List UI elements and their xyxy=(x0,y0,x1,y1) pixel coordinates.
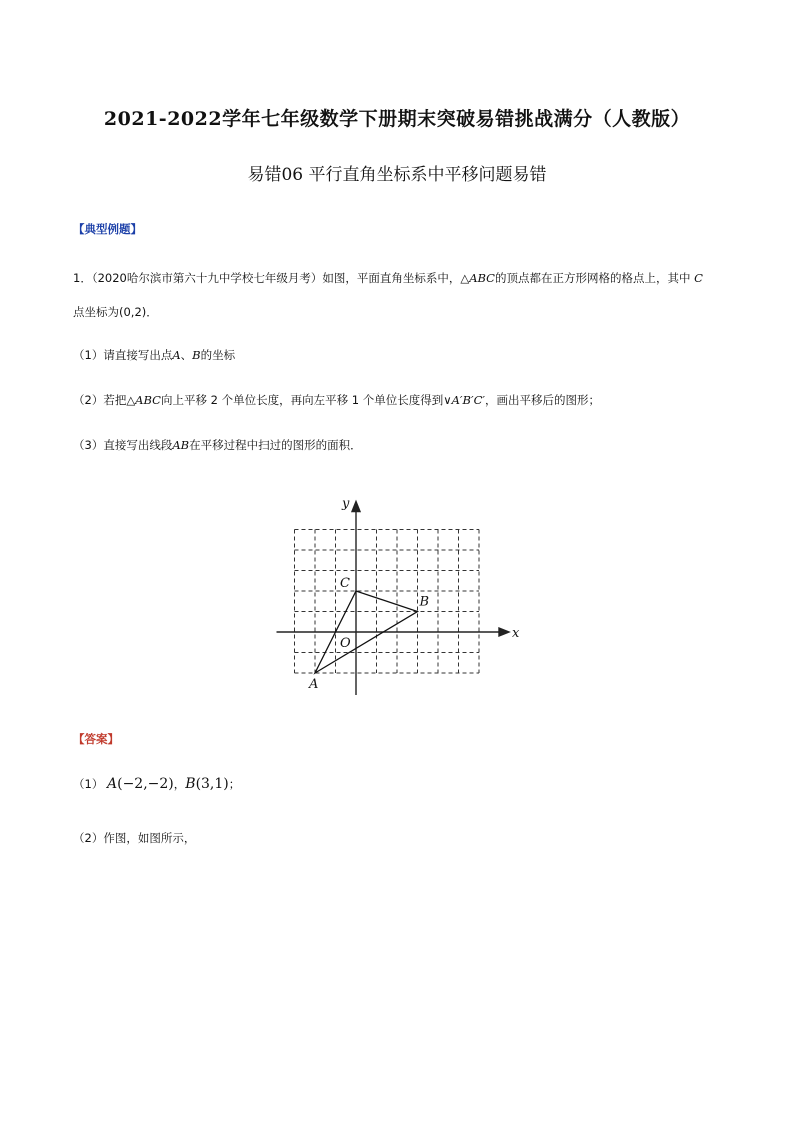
y-axis-label: y xyxy=(342,496,350,512)
question-1-point-b: B xyxy=(192,348,201,362)
problem-intro-text-a: 1．（2020哈尔滨市第六十九中学校七年级月考）如图，平面直角坐标系中，△ xyxy=(73,271,470,285)
answer-1 xyxy=(73,777,240,791)
answer-2: （2）作图，如图所示， xyxy=(73,831,196,845)
origin-label: O xyxy=(340,636,351,651)
point-c-name: C xyxy=(694,271,703,285)
question-2-text-a: （2）若把△ xyxy=(73,393,136,407)
question-2-prime-triangle: A′B′C′ xyxy=(451,393,486,407)
question-1-point-a: A xyxy=(172,348,181,362)
question-2-text-c: ，画出平移后的图形； xyxy=(485,393,601,407)
question-1-sep: 、 xyxy=(180,348,193,362)
answer-1-prefix: （1） xyxy=(73,777,104,791)
document-title: 2021-2022学年七年级数学下册期末突破易错挑战满分（人教版） xyxy=(103,108,691,130)
answer-1-coord-b: (3,1) xyxy=(195,776,229,792)
question-3 xyxy=(73,438,362,452)
x-axis-arrow xyxy=(499,628,509,636)
question-1-text-b: 的坐标 xyxy=(200,348,236,362)
question-2 xyxy=(73,393,600,407)
triangle-abc-name: ABC xyxy=(469,271,495,285)
document-subtitle: 易错06 平行直角坐标系中平移问题易错 xyxy=(247,165,547,185)
question-3-text-a: （3）直接写出线段 xyxy=(73,438,173,452)
answer-1-coord-a: (−2,−2) xyxy=(117,776,174,792)
point-a-label: A xyxy=(309,677,319,692)
question-1-text-a: （1）请直接写出点 xyxy=(73,348,173,362)
example-section-label: 【典型例题】 xyxy=(73,222,142,236)
point-b-label: B xyxy=(419,594,430,610)
question-3-text-b: 在平移过程中扫过的图形的面积． xyxy=(189,438,362,452)
question-1 xyxy=(73,348,235,362)
problem-intro-line2: 点坐标为(0,2)． xyxy=(73,305,158,319)
question-3-segment: AB xyxy=(172,438,190,452)
answer-1-end: ； xyxy=(228,777,241,791)
answer-section-label: 【答案】 xyxy=(73,732,119,746)
question-2-triangle: ABC xyxy=(135,393,161,407)
x-axis-label: x xyxy=(512,626,520,641)
answer-1-point-a: A xyxy=(106,776,118,792)
y-axis-arrow xyxy=(352,502,360,512)
point-c-label: C xyxy=(340,576,350,591)
answer-1-sep: ， xyxy=(173,777,186,791)
coordinate-grid-figure xyxy=(270,478,520,708)
question-2-text-b: 向上平移 2 个单位长度，再向左平移 1 个单位长度得到∨ xyxy=(160,393,452,407)
problem-intro-line1 xyxy=(73,271,703,285)
problem-intro-text-b: 的顶点都在正方形网格的格点上，其中 xyxy=(494,271,691,285)
answer-1-point-b: B xyxy=(185,776,196,792)
axes xyxy=(277,502,510,696)
